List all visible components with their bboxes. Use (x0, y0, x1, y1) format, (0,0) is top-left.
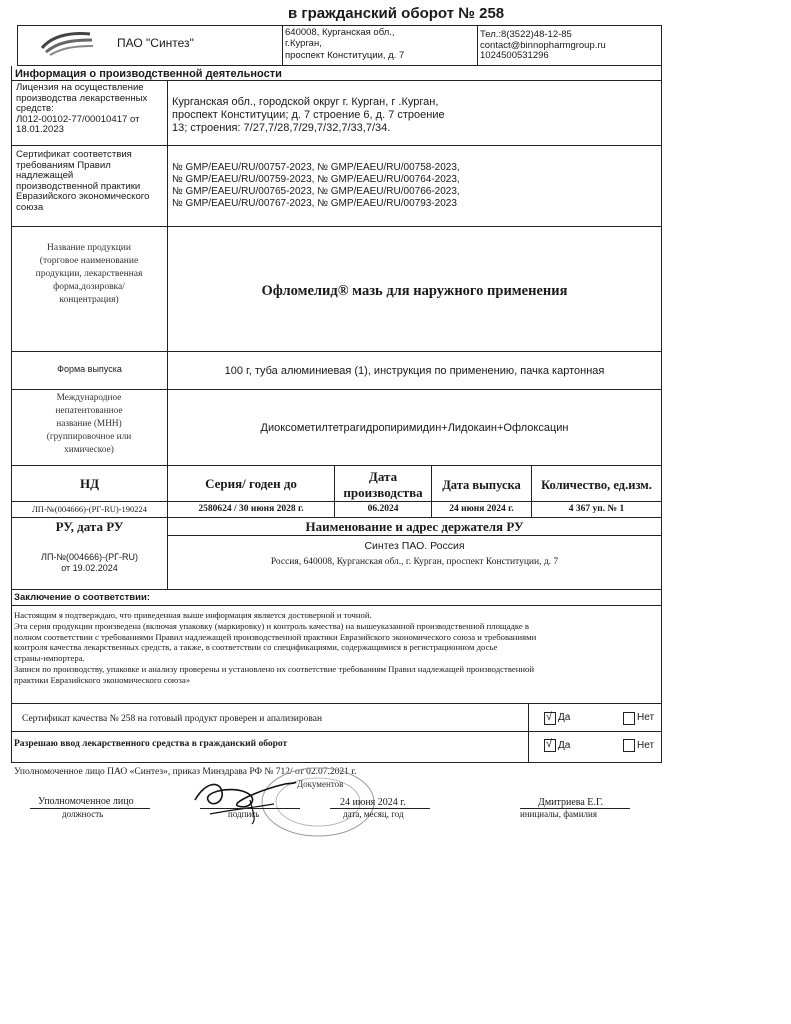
text-line: от 19.02.2024 (61, 563, 118, 573)
name-caption: инициалы, фамилия (520, 809, 597, 819)
label-column-divider (167, 80, 168, 465)
batch-quantity-value: 4 367 уп. № 1 (568, 504, 625, 514)
conclusion-left-border (11, 589, 12, 703)
contact-email: contact@binnopharmgroup.ru (480, 39, 606, 51)
company-address (285, 28, 404, 62)
row-divider (11, 501, 662, 502)
checks-left-border (11, 703, 12, 763)
header-bottom-border (17, 65, 662, 66)
ru-header-left: РУ, дата РУ (55, 519, 124, 534)
check1-no-label: Нет (637, 712, 655, 723)
text-line: Дата (368, 469, 398, 484)
ru-header-right: Наименование и адрес держателя РУ (305, 519, 524, 534)
text-line: Евразийского экономического (16, 191, 150, 202)
batch-header-nd: НД (79, 476, 100, 491)
text-line: название (МНН) (56, 419, 122, 429)
signatory-name: Дмитриева Е.Г. (538, 797, 604, 808)
row-divider (11, 226, 662, 227)
check2-no-label: Нет (637, 740, 655, 751)
gmp-label (16, 150, 149, 213)
text-line: 18.01.2023 (16, 124, 65, 135)
document-title: в гражданский оборот № 258 (288, 5, 505, 22)
text-line: № GMP/EAEU/RU/00767-2023, № GMP/EAEU/RU/00793-2023 (172, 198, 457, 209)
inn-label (14, 392, 164, 457)
header-divider-1 (282, 25, 283, 65)
sign-date: 24 июня 2024 г. (340, 797, 406, 808)
checkmark-icon: √ (546, 738, 553, 750)
check2-no-checkbox[interactable] (623, 739, 635, 752)
text-line: Л012-00102-77/00010417 от (16, 113, 140, 125)
text-line: требованиям Правил (16, 159, 111, 171)
contact-phone: Тел.:8(3522)48-12-85 (480, 29, 572, 40)
company-logo (40, 26, 95, 56)
row-divider (11, 465, 662, 466)
stamp-text: Документов (297, 779, 344, 789)
check2-yes-label: Да (558, 740, 571, 751)
text-line: средств: (16, 103, 54, 114)
address-line: г.Курган, (285, 37, 322, 49)
text-line: производства лекарственных (16, 92, 148, 104)
text-line: продукции, лекарственная (35, 269, 143, 279)
ru-holder: Синтез ПАО. Россия (364, 540, 465, 552)
authorized-person: Уполномоченное лицо ПАО «Синтез», приказ Минздрава РФ № 712/ от 02.07.2021 г. (14, 767, 357, 777)
conclusion-right-border (661, 589, 662, 703)
row-divider (11, 80, 662, 81)
text-line: Лицензия на осуществление (16, 82, 144, 93)
company-name: ПАО "Синтез" (117, 36, 194, 50)
signature-caption: подпись (228, 809, 260, 819)
row-divider (11, 517, 662, 518)
gmp-certificates (172, 162, 460, 210)
company-contacts (480, 30, 606, 62)
checks-col-divider (528, 703, 529, 763)
batch-series-value: 2580624 / 30 июня 2028 г. (198, 504, 304, 514)
text-line: № GMP/EAEU/RU/00759-2023, № GMP/EAEU/RU/00764-2023, (172, 174, 460, 185)
text-line: союза (16, 201, 44, 213)
check2-text: Разрешаю ввод лекарственного средства в гражданский оборот (14, 739, 288, 749)
text-line: страны-импортера. (14, 653, 85, 664)
header-left-border (17, 25, 18, 65)
text-line: проспект Конституции; д. 7 строение 6, д. 7 строение (172, 109, 445, 121)
text-line: Сертификат соответствия (16, 149, 132, 160)
batch-header-quantity: Количество, ед.изм. (541, 478, 652, 492)
release-form-value: 100 г, туба алюминиевая (1), инструкция по применению, пачка картонная (224, 365, 605, 377)
section-title: Информация о производственной деятельности (15, 68, 282, 80)
text-line: ЛП-№(004666)-(РГ-RU) (41, 552, 138, 562)
conclusion-text (14, 610, 659, 686)
row-divider (11, 589, 662, 590)
text-line: Эта серия продукции произведена (включая упаковку (маркировку) и контроль качества) на вышеуказанной производственной площадке в (14, 620, 530, 631)
text-line: (группировочное или (46, 432, 132, 442)
text-line: № GMP/EAEU/RU/00765-2023, № GMP/EAEU/RU/00766-2023, (172, 186, 460, 197)
license-value (172, 96, 445, 135)
text-line: 13; строения: 7/27,7/28,7/29,7/32,7/33,7/34. (172, 122, 391, 134)
text-line: Настоящим я подтверждаю, что приведенная выше информация является достоверной и точной. (14, 610, 372, 620)
text-line: форма,дозировка/ (53, 282, 125, 292)
text-line: Записи по производству, упаковке и анализу проверены и установлено их соответствие требованиям Правил надлежащей производственной (14, 663, 535, 674)
row-divider (11, 351, 662, 352)
text-line: (торговое наименование (39, 256, 139, 266)
text-line: производства (343, 485, 423, 500)
check1-no-checkbox[interactable] (623, 712, 635, 725)
license-label (16, 83, 147, 136)
address-line: проспект Конституции, д. 7 (285, 50, 405, 61)
signatory-position: Уполномоченное лицо (38, 796, 134, 807)
address-line: 640008, Курганская обл., (285, 27, 395, 38)
text-line: Международное (56, 393, 122, 403)
ru-holder-address: Россия, 640008, Курганская обл., г. Курган, проспект Конституции, д. 7 (270, 557, 559, 567)
row-divider (11, 703, 662, 704)
text-line: № GMP/EAEU/RU/00757-2023, № GMP/EAEU/RU/00758-2023, (172, 162, 460, 173)
batch-release-value: 24 июня 2024 г. (449, 504, 514, 514)
batch-header-production-date (335, 469, 431, 501)
header-top-border (17, 25, 662, 26)
row-divider (11, 145, 662, 146)
position-caption: должность (62, 809, 104, 819)
header-right-border (661, 25, 662, 65)
check1-yes-checkbox[interactable] (544, 712, 556, 725)
checkmark-icon: √ (546, 711, 553, 723)
batch-header-series: Серия/ годен до (205, 476, 297, 491)
check2-yes-checkbox[interactable] (544, 739, 556, 752)
ru-number (12, 552, 167, 574)
batch-nd-value: ЛП-№(004666)-(РГ-RU)-190224 (31, 504, 148, 514)
release-form-label: Форма выпуска (57, 364, 122, 374)
row-divider (11, 731, 662, 732)
text-line: контроля качества лекарственных средств, а также, в соответствии со спецификациями, содержащимися в регистрационном досье (14, 642, 498, 653)
row-divider (11, 605, 662, 606)
text-line: Название продукции (47, 243, 131, 253)
text-line: Курганская обл., городской округ г. Курган, г .Курган, (172, 96, 439, 108)
check1-text: Сертификат качества № 258 на готовый продукт проверен и апализирован (22, 714, 323, 724)
batch-production-value: 06.2024 (367, 504, 399, 514)
batch-header-release-date: Дата выпуска (442, 478, 521, 492)
product-label (14, 242, 164, 307)
date-caption: дата, месяц, год (343, 809, 404, 819)
product-name: Офломелид® мазь для наружного применения (261, 283, 568, 299)
header-divider-2 (477, 25, 478, 65)
text-line: производственной практики (16, 180, 141, 192)
text-line: химическое) (64, 445, 114, 455)
row-divider (11, 389, 662, 390)
text-line: непатентованное (55, 406, 123, 416)
row-divider (167, 535, 662, 536)
text-line: практики Евразийского экономического союза» (14, 674, 191, 685)
contact-ogrn: 1024500531296 (480, 50, 549, 61)
text-line: концентрация) (59, 295, 119, 305)
conclusion-title: Заключение о соответствии: (14, 592, 150, 603)
text-line: полном соответствии с требованиями Правил надлежащей производственной практики Евразийского экономического союза и требованиями (14, 631, 537, 642)
text-line: надлежащей (16, 170, 74, 181)
checks-right-border (661, 703, 662, 763)
check1-yes-label: Да (558, 712, 571, 723)
inn-value: Диоксометилтетрагидропиримидин+Лидокаин+Офлоксацин (260, 422, 569, 434)
